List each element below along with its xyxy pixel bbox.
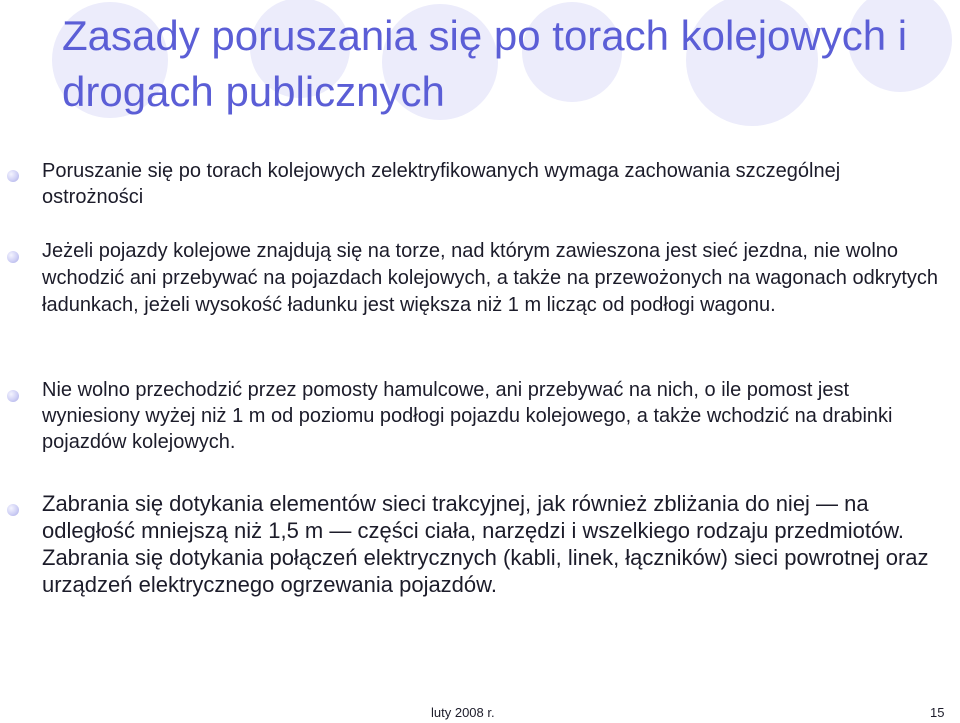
bullet-text: Zabrania się dotykania elementów sieci trakcyjnej, jak również zbliżania do niej — na odległość mniejszą niż 1,5 m — części ciała, narzędzi i wszelkiego rodzaju przedmiotów. Zabrania się dotykania połączeń elektrycznych (kabli, linek, łączników) sieci powrotnej oraz urządzeń elektrycznego ogrzewania pojazdów. (42, 491, 929, 597)
bullet-text: Poruszanie się po torach kolejowych zelektryfikowanych wymaga zachowania szczególnej ostrożności (42, 160, 841, 208)
slide-title: Zasady poruszania się po torach kolejowych i drogach publicznych (62, 12, 908, 115)
bullet-dot-icon (7, 251, 19, 263)
footer-date: luty 2008 r. (431, 705, 495, 720)
page-number: 15 (930, 705, 945, 720)
bullet-dot-icon (7, 170, 19, 182)
bullet-dot-icon (7, 504, 19, 516)
bullet-text: Jeżeli pojazdy kolejowe znajdują się na torze, nad którym zawieszona jest sieć jezdna, nie wolno wchodzić ani przebywać na pojazdach kolejowych, a także na przewożonych na wagonach odkrytych ładunkach, jeżeli wysokość ładunku jest większa niż 1 m licząc od podłogi wagonu. (42, 240, 939, 316)
bullet-text: Nie wolno przechodzić przez pomosty hamulcowe, ani przebywać na nich, o ile pomost jest wyniesiony wyżej niż 1 m od poziomu podłogi pojazdu kolejowego, a także wchodzić na drabinki pojazdów kolejowych. (42, 379, 893, 453)
bullet-dot-icon (7, 390, 19, 402)
